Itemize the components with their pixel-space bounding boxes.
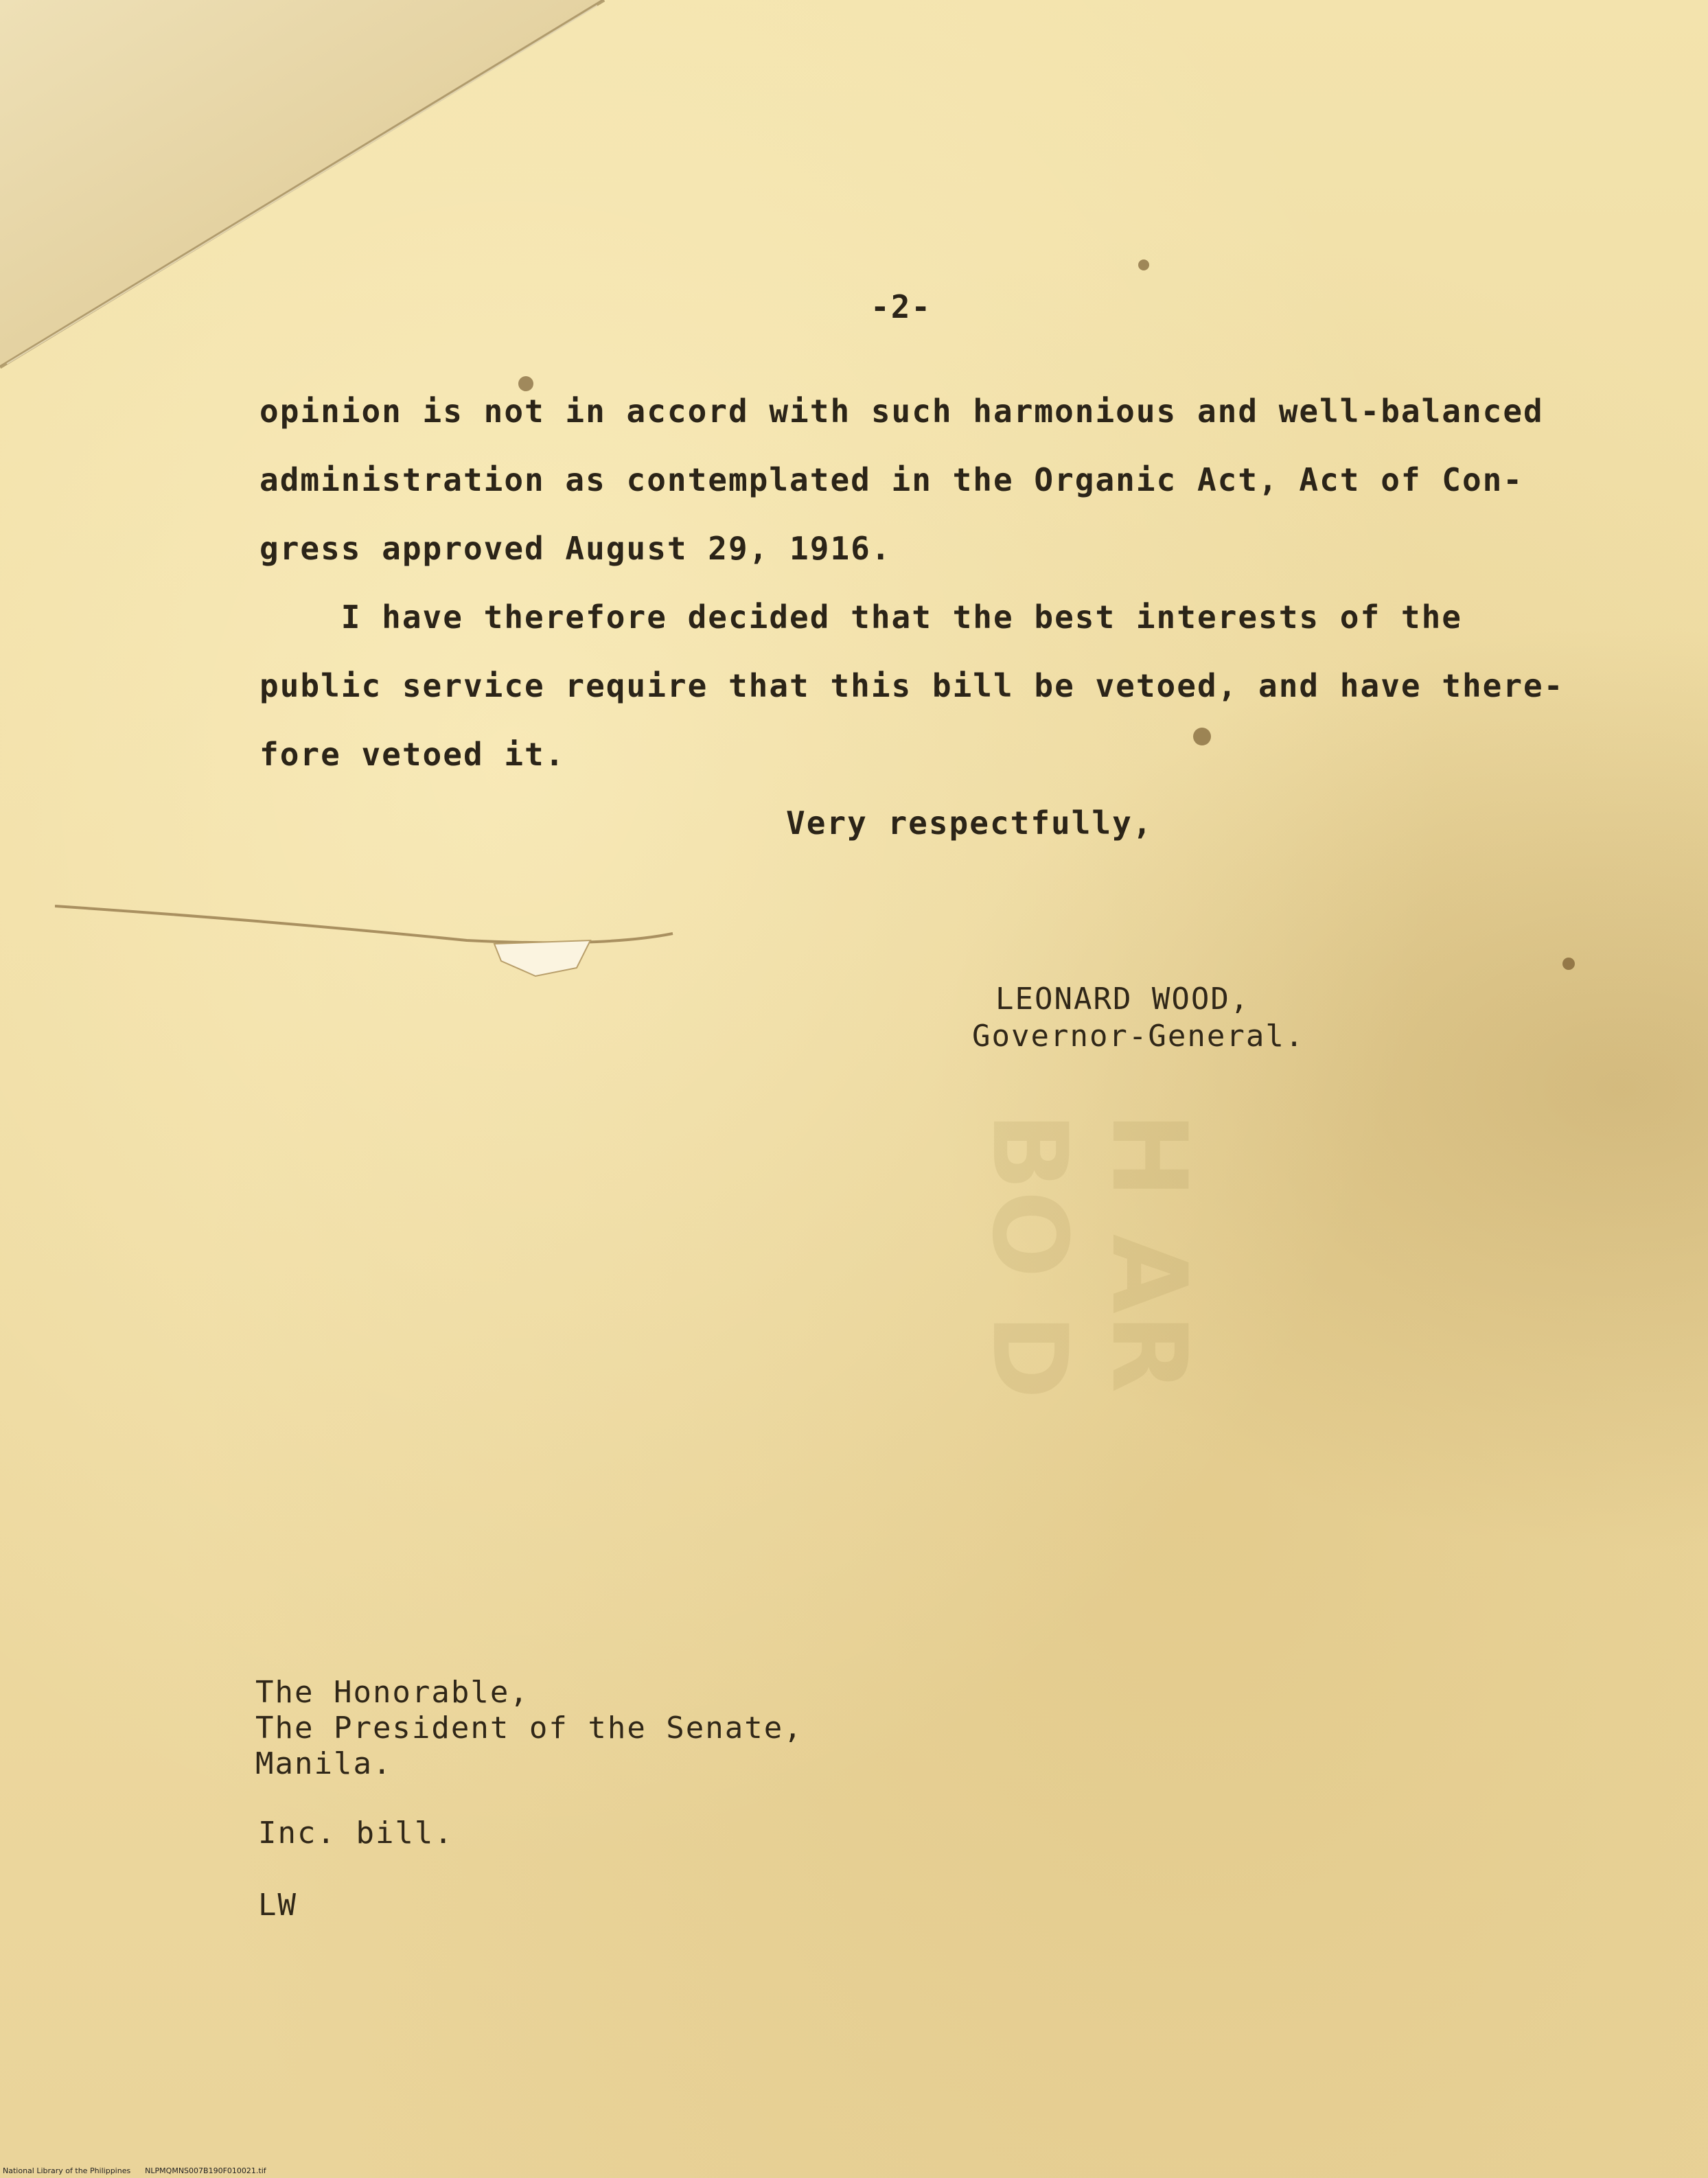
body-line: I have therefore decided that the best interests of the <box>259 599 1462 636</box>
ink-spot <box>1562 958 1575 970</box>
emboss-text: H <box>1089 1112 1208 1198</box>
body-line: administration as contemplated in the Organic Act, Act of Con- <box>259 461 1524 498</box>
archive-footer: National Library of the Philippines NLPMQMNS007B190F010021.tif <box>3 2166 266 2175</box>
emboss-text: D <box>969 1314 1089 1400</box>
ink-spot <box>518 376 533 391</box>
closing: Very respectfully, <box>786 804 1153 842</box>
body-line: public service require that this bill be vetoed, and have there- <box>259 667 1565 704</box>
embossed-stamp <box>453 1112 1208 1469</box>
body-line: opinion is not in accord with such harmonious and well-balanced <box>259 393 1544 430</box>
addressee-line: Manila. <box>255 1746 393 1781</box>
ink-spot <box>1138 259 1149 270</box>
paper-tear <box>55 899 686 988</box>
initials: LW <box>258 1888 297 1923</box>
fold-crease <box>0 0 618 371</box>
ink-spot <box>1193 728 1211 745</box>
addressee-line: The Honorable, <box>255 1675 529 1710</box>
emboss-text: BO <box>969 1112 1089 1278</box>
addressee-line: The President of the Senate, <box>255 1711 803 1746</box>
body-line: fore vetoed it. <box>259 736 566 773</box>
emboss-text: AR <box>1089 1233 1208 1393</box>
signature-title: Governor-General. <box>972 1019 1305 1054</box>
signature-name: LEONARD WOOD, <box>995 982 1250 1017</box>
enclosure-note: Inc. bill. <box>258 1816 454 1851</box>
page-number: -2- <box>870 288 932 325</box>
body-line: gress approved August 29, 1916. <box>259 530 892 567</box>
